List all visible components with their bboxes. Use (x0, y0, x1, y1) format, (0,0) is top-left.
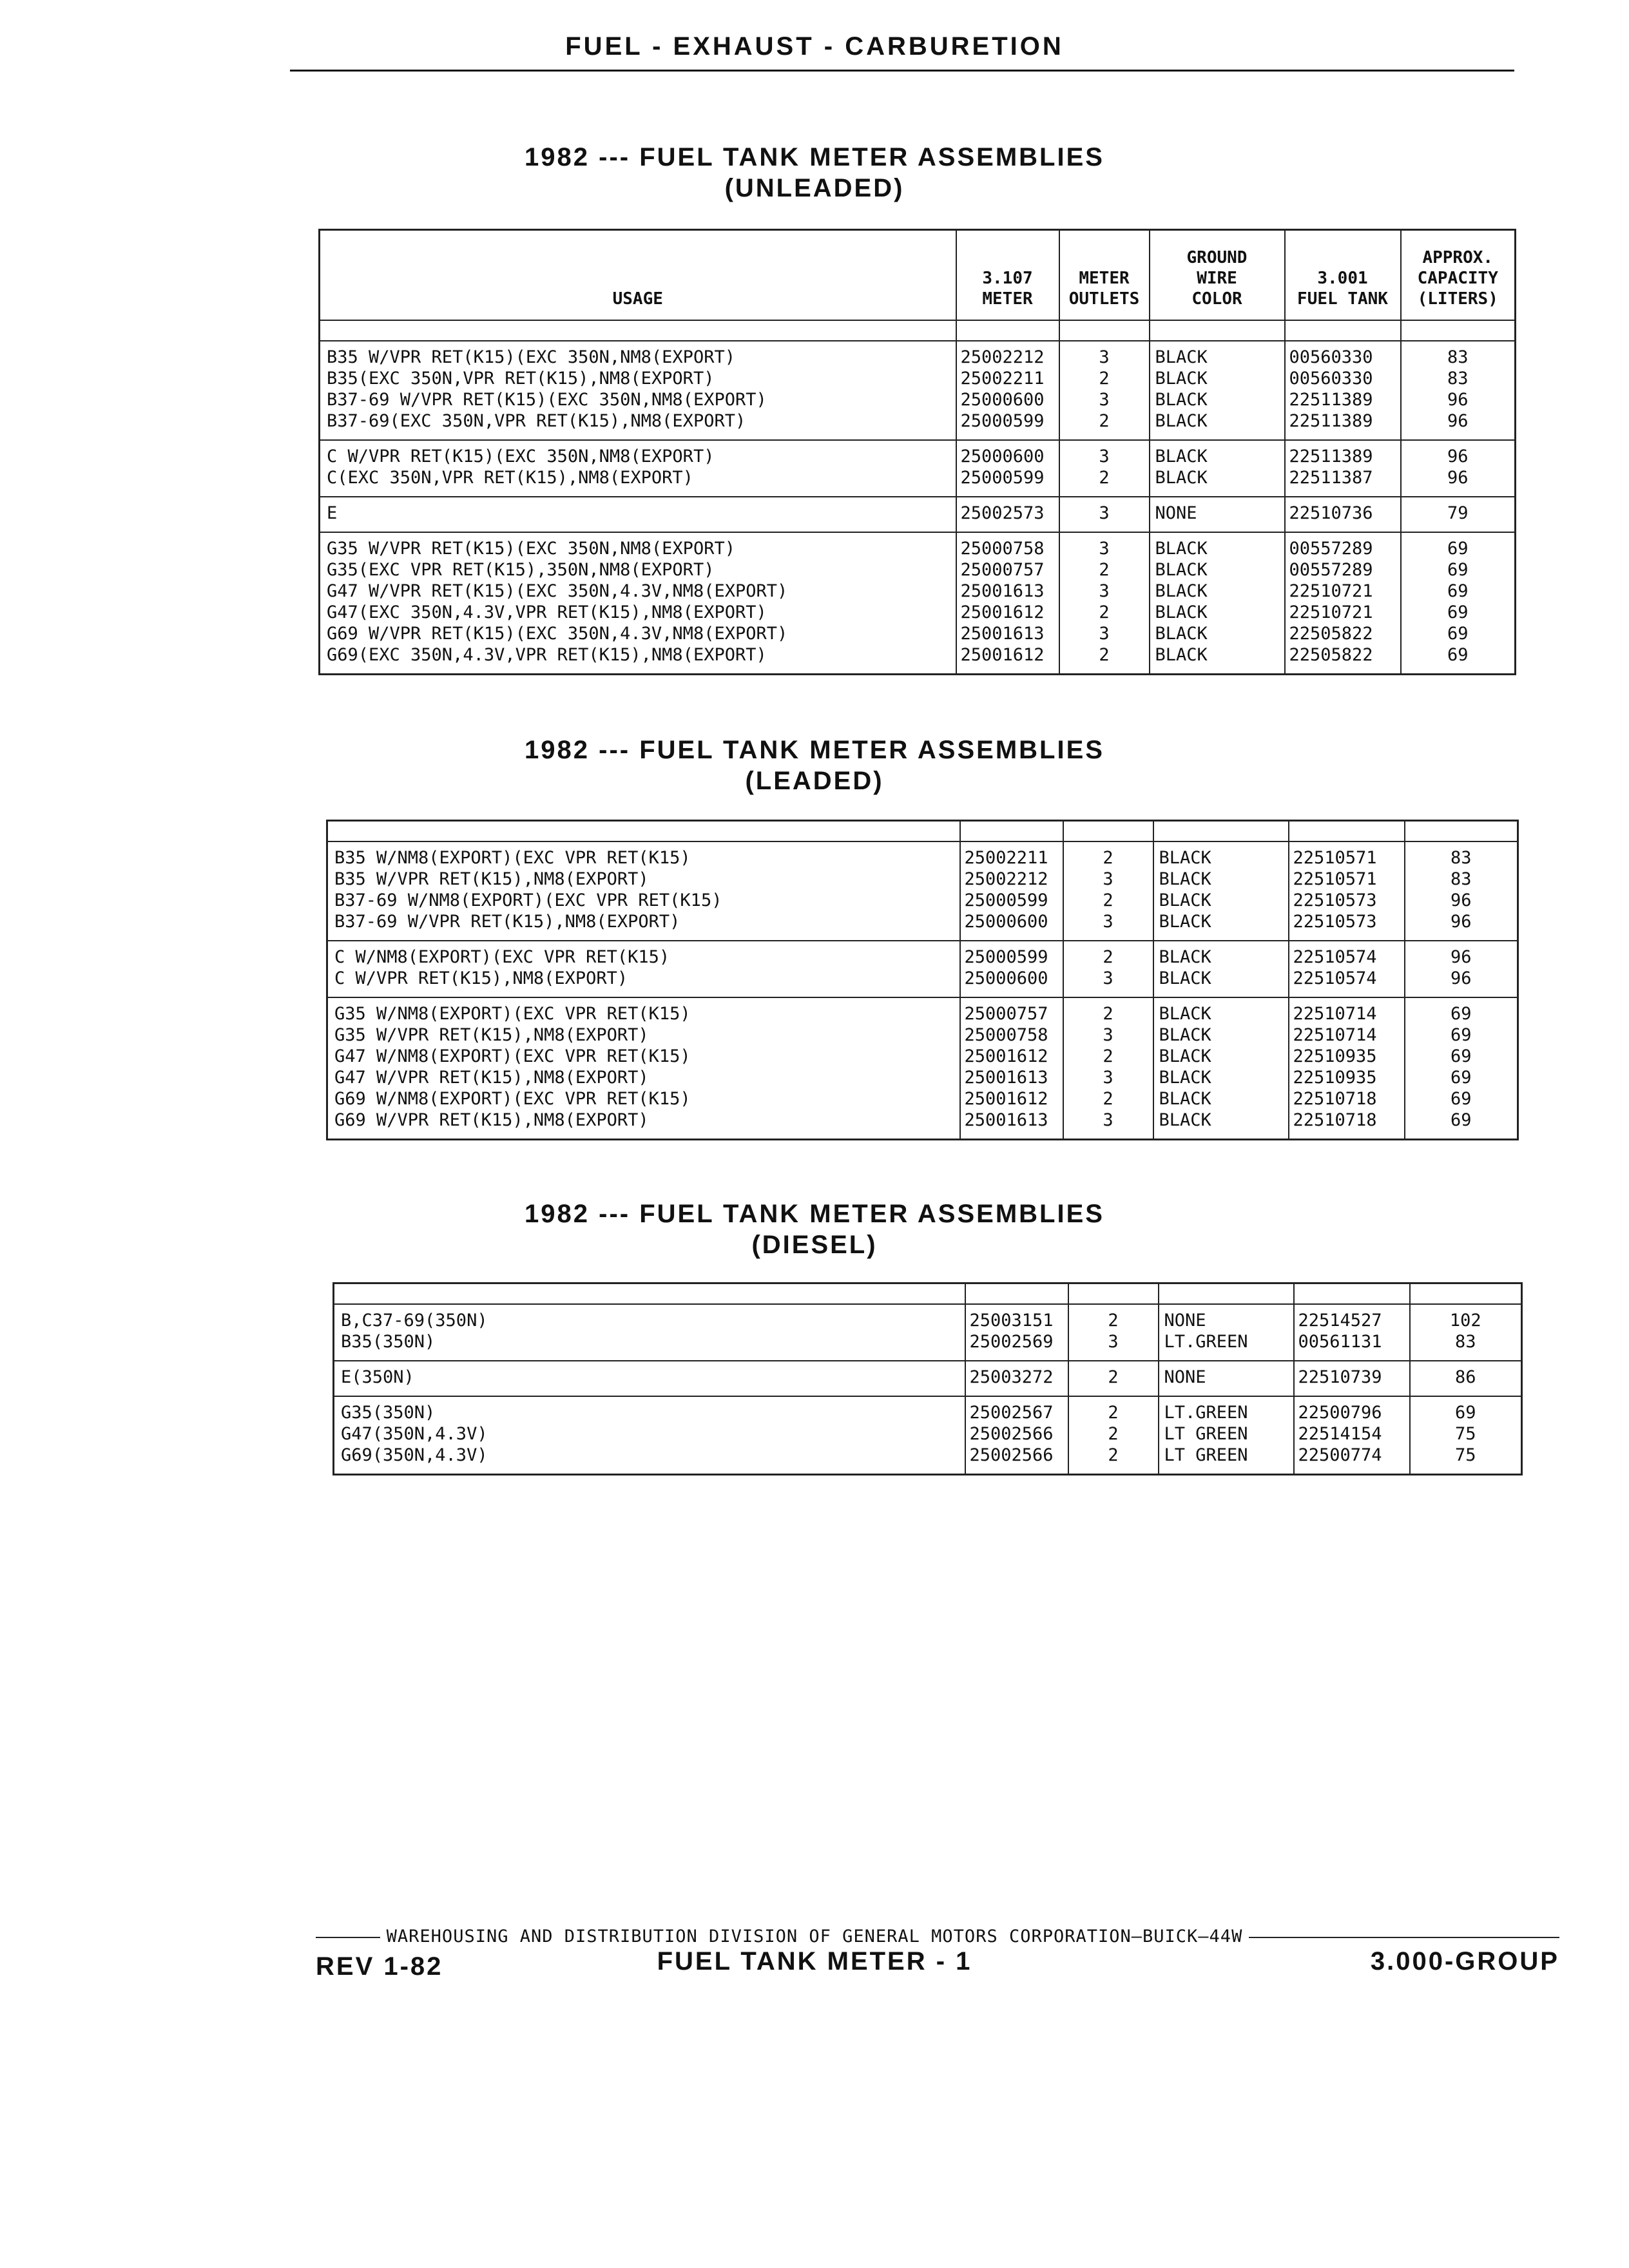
usage-value: B,C37-69(350N) (341, 1311, 488, 1331)
meter-value: 25000757 (964, 1004, 1048, 1024)
outlets-value: 2 (1103, 1089, 1113, 1109)
wire-value: BLACK (1159, 1068, 1211, 1088)
cell-meter (965, 1304, 1068, 1361)
meter-value: 25001613 (964, 1068, 1048, 1088)
cell-tank (1294, 1304, 1410, 1361)
meter-value: 25001612 (960, 602, 1045, 622)
meter-value: 25000599 (960, 410, 1045, 431)
outlets-value: 2 (1103, 947, 1113, 967)
meter-value: 25000600 (964, 968, 1048, 988)
cell-capacity (1401, 532, 1516, 675)
tank-value: 22514154 (1298, 1424, 1382, 1444)
cell-capacity (1401, 440, 1516, 497)
wire-value: BLACK (1159, 869, 1211, 889)
usage-value: G35 W/VPR RET(K15)(EXC 350N,NM8(EXPORT) (327, 538, 735, 559)
tank-value: 00557289 (1289, 559, 1373, 580)
outlets-value: 2 (1099, 559, 1110, 580)
wire-value: BLACK (1159, 1046, 1211, 1066)
cell-wire (1153, 941, 1289, 997)
capacity-value: 69 (1450, 1004, 1472, 1024)
tank-value: 22510573 (1293, 890, 1377, 910)
cell-usage (320, 341, 956, 440)
section-title-line: 1982 --- FUEL TANK METER ASSEMBLIES (525, 736, 1104, 764)
usage-value: G35(EXC VPR RET(K15),350N,NM8(EXPORT) (327, 559, 715, 580)
section-title-diesel (0, 1198, 1629, 1260)
tank-value: 00560330 (1289, 368, 1373, 389)
table-row-group (334, 1396, 1522, 1475)
cell-usage (327, 841, 960, 941)
usage-value: B37-69 W/NM8(EXPORT)(EXC VPR RET(K15) (334, 890, 722, 910)
tank-value: 22511389 (1289, 446, 1373, 466)
meter-value: 25001612 (960, 644, 1045, 665)
tank-value: 22511389 (1289, 389, 1373, 410)
capacity-value: 96 (1447, 446, 1469, 466)
cell-capacity (1405, 841, 1518, 941)
meter-value: 25001613 (960, 623, 1045, 644)
wire-value: LT.GREEN (1164, 1332, 1248, 1352)
capacity-value: 69 (1447, 559, 1469, 580)
cell-capacity (1405, 997, 1518, 1140)
footer-page-label: FUEL TANK METER - 1 (657, 1947, 972, 1975)
wire-value: LT GREEN (1164, 1424, 1248, 1444)
usage-value: G35(350N) (341, 1403, 436, 1423)
cell-capacity (1410, 1396, 1522, 1475)
meter-value: 25002566 (969, 1445, 1054, 1465)
usage-value: B35 W/VPR RET(K15),NM8(EXPORT) (334, 869, 649, 889)
outlets-value: 2 (1099, 467, 1110, 488)
usage-value: B37-69 W/VPR RET(K15)(EXC 350N,NM8(EXPORT) (327, 389, 767, 410)
cell-outlets (1059, 497, 1150, 532)
capacity-value: 69 (1447, 538, 1469, 559)
capacity-value: 96 (1450, 947, 1472, 967)
usage-value: C W/VPR RET(K15),NM8(EXPORT) (334, 968, 628, 988)
table-row-group (327, 841, 1518, 941)
meter-value: 25002211 (964, 848, 1048, 868)
wire-value: BLACK (1155, 644, 1208, 665)
tank-value: 22510574 (1293, 947, 1377, 967)
cell-wire (1153, 997, 1289, 1140)
cell-tank (1289, 997, 1405, 1140)
usage-value: B35(350N) (341, 1332, 436, 1352)
tank-value: 22510714 (1293, 1004, 1377, 1024)
usage-value: G47 W/VPR RET(K15)(EXC 350N,4.3V,NM8(EXPORT) (327, 581, 788, 601)
usage-value: E(350N) (341, 1367, 414, 1387)
meter-value: 25000600 (960, 446, 1045, 466)
cell-tank (1285, 341, 1401, 440)
leaded-meter-table (326, 820, 1519, 1140)
usage-value: G35 W/VPR RET(K15),NM8(EXPORT) (334, 1025, 649, 1045)
wire-value: NONE (1164, 1367, 1206, 1387)
capacity-value: 96 (1447, 467, 1469, 488)
capacity-value: 69 (1450, 1089, 1472, 1109)
table-row-group (320, 341, 1516, 440)
usage-value: C(EXC 350N,VPR RET(K15),NM8(EXPORT) (327, 467, 693, 488)
col-header-meter: 3.107 METER (956, 230, 1059, 320)
tank-value: 22510571 (1293, 869, 1377, 889)
outlets-value: 3 (1099, 581, 1110, 601)
header-spacer-row (320, 320, 1516, 341)
capacity-value: 96 (1450, 912, 1472, 932)
cell-capacity (1401, 497, 1516, 532)
section-title-unleaded (0, 142, 1629, 204)
cell-outlets (1063, 997, 1153, 1140)
capacity-value: 69 (1447, 581, 1469, 601)
cell-usage (327, 941, 960, 997)
section-subtitle: (DIESEL) (751, 1231, 878, 1259)
tank-value: 22514527 (1298, 1311, 1382, 1331)
wire-value: LT GREEN (1164, 1445, 1248, 1465)
usage-value: G35 W/NM8(EXPORT)(EXC VPR RET(K15) (334, 1004, 691, 1024)
capacity-value: 96 (1447, 410, 1469, 431)
outlets-value: 2 (1103, 1046, 1113, 1066)
cell-wire (1153, 841, 1289, 941)
wire-value: BLACK (1159, 968, 1211, 988)
capacity-value: 96 (1447, 389, 1469, 410)
footer-publisher-note: WAREHOUSING AND DISTRIBUTION DIVISION OF GENERAL MOTORS CORPORATION—BUICK—44W (0, 1927, 1629, 1946)
wire-value: BLACK (1155, 581, 1208, 601)
table-row-group (327, 997, 1518, 1140)
tank-value: 22510721 (1289, 581, 1373, 601)
capacity-value: 69 (1447, 602, 1469, 622)
cell-meter (956, 532, 1059, 675)
meter-value: 25002573 (960, 503, 1045, 523)
outlets-value: 3 (1099, 389, 1110, 410)
meter-value: 25002566 (969, 1424, 1054, 1444)
cell-meter (960, 841, 1063, 941)
cell-capacity (1401, 341, 1516, 440)
meter-value: 25001612 (964, 1089, 1048, 1109)
wire-value: BLACK (1159, 1025, 1211, 1045)
outlets-value: 3 (1099, 347, 1110, 367)
tank-value: 22510718 (1293, 1110, 1377, 1130)
capacity-value: 83 (1447, 347, 1469, 367)
cell-outlets (1063, 841, 1153, 941)
outlets-value: 3 (1099, 446, 1110, 466)
table-row-group (320, 440, 1516, 497)
meter-value: 25001613 (960, 581, 1045, 601)
tank-value: 22500796 (1298, 1403, 1382, 1423)
meter-value: 25000758 (964, 1025, 1048, 1045)
outlets-value: 3 (1103, 869, 1113, 889)
tank-value: 22500774 (1298, 1445, 1382, 1465)
meter-value: 25002569 (969, 1332, 1054, 1352)
meter-value: 25001612 (964, 1046, 1048, 1066)
header-spacer-row (334, 1283, 1522, 1305)
cell-tank (1285, 532, 1401, 675)
usage-value: G47(350N,4.3V) (341, 1424, 488, 1444)
section-title-leaded (0, 735, 1629, 796)
usage-value: B35(EXC 350N,VPR RET(K15),NM8(EXPORT) (327, 368, 715, 389)
tank-value: 00560330 (1289, 347, 1373, 367)
header-spacer-row (327, 821, 1518, 842)
wire-value: BLACK (1159, 848, 1211, 868)
cell-meter (960, 997, 1063, 1140)
outlets-value: 3 (1103, 1025, 1113, 1045)
cell-wire (1150, 341, 1285, 440)
meter-value: 25002212 (964, 869, 1048, 889)
outlets-value: 2 (1108, 1403, 1119, 1423)
usage-value: G69 W/VPR RET(K15),NM8(EXPORT) (334, 1110, 649, 1130)
meter-value: 25000599 (964, 947, 1048, 967)
tank-value: 22510721 (1289, 602, 1373, 622)
usage-value: C W/NM8(EXPORT)(EXC VPR RET(K15) (334, 947, 670, 967)
usage-value: B35 W/NM8(EXPORT)(EXC VPR RET(K15) (334, 848, 691, 868)
section-title-line: 1982 --- FUEL TANK METER ASSEMBLIES (525, 143, 1104, 171)
outlets-value: 3 (1108, 1332, 1119, 1352)
capacity-value: 79 (1447, 503, 1469, 523)
col-header-outlets: METER OUTLETS (1059, 230, 1150, 320)
outlets-value: 3 (1099, 538, 1110, 559)
footer-revision: REV 1-82 (316, 1952, 443, 1981)
outlets-value: 3 (1103, 1110, 1113, 1130)
cell-meter (956, 341, 1059, 440)
cell-capacity (1405, 941, 1518, 997)
outlets-value: 2 (1108, 1367, 1119, 1387)
cell-wire (1159, 1361, 1294, 1396)
cell-tank (1289, 841, 1405, 941)
cell-wire (1150, 532, 1285, 675)
outlets-value: 2 (1108, 1445, 1119, 1465)
col-header-capacity: APPROX. CAPACITY (LITERS) (1401, 230, 1516, 320)
meter-value: 25000599 (960, 467, 1045, 488)
footer-group: 3.000-GROUP (1370, 1947, 1559, 1975)
outlets-value: 2 (1103, 1004, 1113, 1024)
cell-capacity (1410, 1361, 1522, 1396)
capacity-value: 69 (1450, 1110, 1472, 1130)
cell-meter (956, 497, 1059, 532)
meter-value: 25000600 (960, 389, 1045, 410)
cell-capacity (1410, 1304, 1522, 1361)
usage-value: G69 W/NM8(EXPORT)(EXC VPR RET(K15) (334, 1089, 691, 1109)
usage-value: G47 W/NM8(EXPORT)(EXC VPR RET(K15) (334, 1046, 691, 1066)
unleaded-meter-table (318, 229, 1516, 675)
cell-usage (320, 440, 956, 497)
meter-value: 25003151 (969, 1311, 1054, 1331)
tank-value: 22511389 (1289, 410, 1373, 431)
cell-usage (320, 532, 956, 675)
tank-value: 22510935 (1293, 1046, 1377, 1066)
usage-value: B37-69(EXC 350N,VPR RET(K15),NM8(EXPORT) (327, 410, 746, 431)
meter-value: 25002211 (960, 368, 1045, 389)
cell-wire (1159, 1304, 1294, 1361)
outlets-value: 3 (1099, 623, 1110, 644)
page-header-title: FUEL - EXHAUST - CARBURETION (565, 32, 1064, 61)
cell-wire (1159, 1396, 1294, 1475)
cell-outlets (1059, 532, 1150, 675)
cell-usage (334, 1361, 965, 1396)
wire-value: NONE (1155, 503, 1197, 523)
tank-value: 22510573 (1293, 912, 1377, 932)
wire-value: BLACK (1155, 368, 1208, 389)
capacity-value: 86 (1454, 1367, 1476, 1387)
tank-value: 22505822 (1289, 644, 1373, 665)
cell-meter (965, 1396, 1068, 1475)
usage-value: G47(EXC 350N,4.3V,VPR RET(K15),NM8(EXPORT) (327, 602, 767, 622)
tank-value: 22510571 (1293, 848, 1377, 868)
section-subtitle: (UNLEADED) (724, 174, 905, 202)
header-rule (290, 70, 1514, 72)
cell-outlets (1063, 941, 1153, 997)
outlets-value: 2 (1099, 602, 1110, 622)
outlets-value: 2 (1099, 644, 1110, 665)
usage-value: G69(350N,4.3V) (341, 1445, 488, 1465)
table-row-group (320, 532, 1516, 675)
wire-value: BLACK (1155, 623, 1208, 644)
col-header-usage: USAGE (320, 230, 956, 320)
cell-tank (1285, 497, 1401, 532)
table-row-group (334, 1304, 1522, 1361)
capacity-value: 96 (1450, 968, 1472, 988)
wire-value: BLACK (1159, 1004, 1211, 1024)
cell-usage (320, 497, 956, 532)
wire-value: BLACK (1155, 602, 1208, 622)
capacity-value: 96 (1450, 890, 1472, 910)
outlets-value: 3 (1103, 912, 1113, 932)
outlets-value: 3 (1103, 968, 1113, 988)
capacity-value: 69 (1450, 1068, 1472, 1088)
cell-tank (1289, 941, 1405, 997)
tank-value: 22510574 (1293, 968, 1377, 988)
capacity-value: 83 (1454, 1332, 1476, 1352)
outlets-value: 2 (1103, 890, 1113, 910)
table-row-group (327, 941, 1518, 997)
wire-value: NONE (1164, 1311, 1206, 1331)
outlets-value: 3 (1103, 1068, 1113, 1088)
usage-value: E (327, 503, 338, 523)
tank-value: 22510736 (1289, 503, 1373, 523)
table-row-group (334, 1361, 1522, 1396)
cell-wire (1150, 440, 1285, 497)
usage-value: G69 W/VPR RET(K15)(EXC 350N,4.3V,NM8(EXPORT) (327, 623, 788, 644)
outlets-value: 2 (1103, 848, 1113, 868)
meter-value: 25002567 (969, 1403, 1054, 1423)
cell-usage (334, 1304, 965, 1361)
capacity-value: 75 (1454, 1445, 1476, 1465)
capacity-value: 69 (1454, 1403, 1476, 1423)
cell-usage (334, 1396, 965, 1475)
wire-value: BLACK (1155, 467, 1208, 488)
col-header-fuel-tank: 3.001 FUEL TANK (1285, 230, 1401, 320)
cell-outlets (1068, 1361, 1159, 1396)
tank-value: 22510714 (1293, 1025, 1377, 1045)
capacity-value: 83 (1447, 368, 1469, 389)
meter-value: 25000757 (960, 559, 1045, 580)
wire-value: LT.GREEN (1164, 1403, 1248, 1423)
wire-value: BLACK (1159, 1089, 1211, 1109)
cell-tank (1294, 1361, 1410, 1396)
tank-value: 00561131 (1298, 1332, 1382, 1352)
tank-value: 22505822 (1289, 623, 1373, 644)
section-title-line: 1982 --- FUEL TANK METER ASSEMBLIES (525, 1200, 1104, 1228)
capacity-value: 83 (1450, 869, 1472, 889)
capacity-value: 75 (1454, 1424, 1476, 1444)
cell-tank (1285, 440, 1401, 497)
usage-value: G69(EXC 350N,4.3V,VPR RET(K15),NM8(EXPORT) (327, 644, 767, 665)
cell-outlets (1068, 1396, 1159, 1475)
cell-meter (956, 440, 1059, 497)
cell-outlets (1059, 440, 1150, 497)
usage-value: G47 W/VPR RET(K15),NM8(EXPORT) (334, 1068, 649, 1088)
meter-value: 25000758 (960, 538, 1045, 559)
cell-usage (327, 997, 960, 1140)
table-row-group (320, 497, 1516, 532)
capacity-value: 102 (1449, 1311, 1481, 1331)
outlets-value: 2 (1099, 410, 1110, 431)
outlets-value: 2 (1099, 368, 1110, 389)
meter-value: 25001613 (964, 1110, 1048, 1130)
meter-value: 25002212 (960, 347, 1045, 367)
col-header-wire-color: GROUND WIRE COLOR (1150, 230, 1285, 320)
capacity-value: 69 (1447, 623, 1469, 644)
tank-value: 22510935 (1293, 1068, 1377, 1088)
tank-value: 22510718 (1293, 1089, 1377, 1109)
cell-wire (1150, 497, 1285, 532)
cell-meter (965, 1361, 1068, 1396)
usage-value: B37-69 W/VPR RET(K15),NM8(EXPORT) (334, 912, 680, 932)
outlets-value: 2 (1108, 1311, 1119, 1331)
capacity-value: 69 (1450, 1025, 1472, 1045)
wire-value: BLACK (1155, 446, 1208, 466)
wire-value: BLACK (1155, 410, 1208, 431)
cell-outlets (1068, 1304, 1159, 1361)
wire-value: BLACK (1155, 538, 1208, 559)
wire-value: BLACK (1155, 389, 1208, 410)
wire-value: BLACK (1159, 912, 1211, 932)
outlets-value: 3 (1099, 503, 1110, 523)
meter-value: 25000599 (964, 890, 1048, 910)
capacity-value: 83 (1450, 848, 1472, 868)
usage-value: C W/VPR RET(K15)(EXC 350N,NM8(EXPORT) (327, 446, 715, 466)
capacity-value: 69 (1447, 644, 1469, 665)
diesel-meter-table (333, 1282, 1523, 1475)
capacity-value: 69 (1450, 1046, 1472, 1066)
outlets-value: 2 (1108, 1424, 1119, 1444)
tank-value: 22510739 (1298, 1367, 1382, 1387)
wire-value: BLACK (1159, 1110, 1211, 1130)
meter-value: 25003272 (969, 1367, 1054, 1387)
wire-value: BLACK (1155, 559, 1208, 580)
wire-value: BLACK (1155, 347, 1208, 367)
tank-value: 22511387 (1289, 467, 1373, 488)
cell-tank (1294, 1396, 1410, 1475)
wire-value: BLACK (1159, 890, 1211, 910)
cell-meter (960, 941, 1063, 997)
wire-value: BLACK (1159, 947, 1211, 967)
cell-outlets (1059, 341, 1150, 440)
usage-value: B35 W/VPR RET(K15)(EXC 350N,NM8(EXPORT) (327, 347, 735, 367)
section-subtitle: (LEADED) (745, 767, 884, 795)
tank-value: 00557289 (1289, 538, 1373, 559)
meter-value: 25000600 (964, 912, 1048, 932)
